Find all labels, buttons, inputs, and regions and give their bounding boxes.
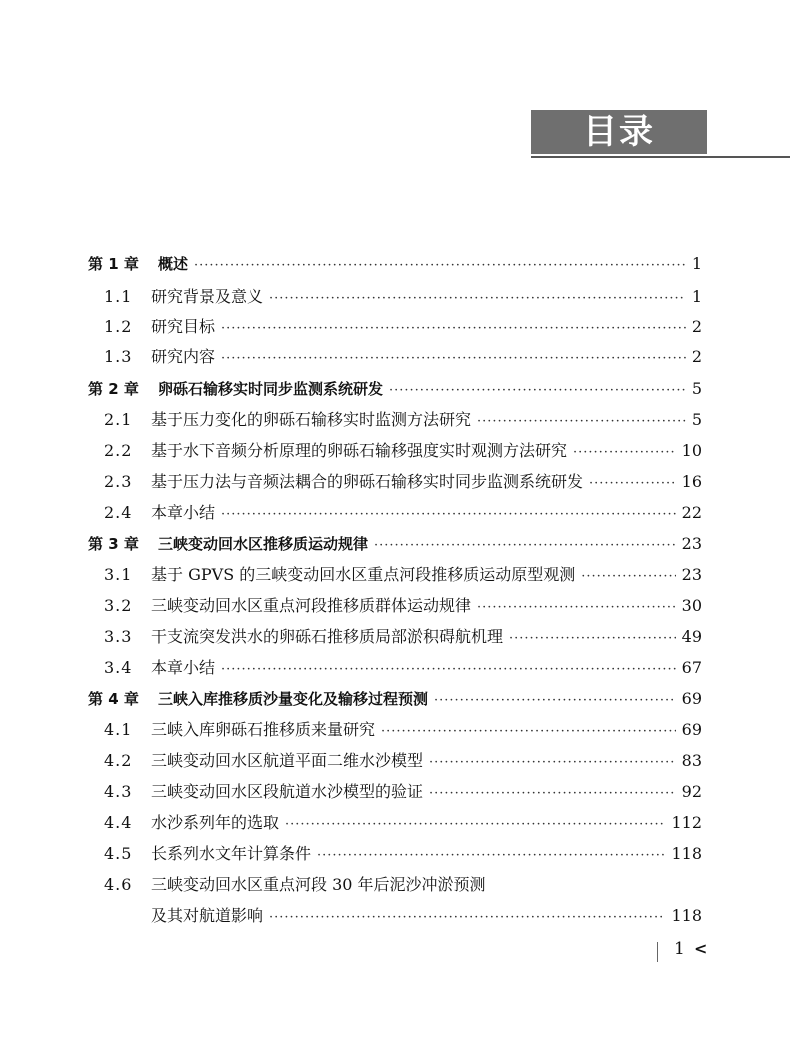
toc-leader-dots	[285, 813, 665, 837]
toc-label: 水沙系列年的选取	[151, 813, 280, 832]
toc-label: 概述	[158, 255, 189, 273]
toc-row	[151, 904, 702, 928]
toc-label: 三峡变动回水区航道平面二维水沙模型	[151, 751, 424, 770]
toc-number: 4.6	[104, 875, 133, 894]
toc-page-number: 30	[681, 596, 702, 615]
toc-number: 3.3	[104, 627, 133, 646]
toc-number: 2.1	[104, 410, 133, 429]
toc-page-number: 10	[681, 441, 702, 460]
footer-arrow-icon: <	[694, 939, 708, 958]
toc-page-number: 2	[691, 317, 702, 336]
toc-label: 三峡入库推移质沙量变化及输移过程预测	[158, 690, 429, 708]
toc-number: 1.3	[104, 347, 133, 366]
toc-row	[104, 625, 702, 649]
toc-label: 三峡变动回水区重点河段 30 年后泥沙冲淤预测	[151, 875, 486, 894]
toc-page-number: 5	[691, 410, 702, 429]
toc-page-number: 5	[691, 379, 702, 398]
toc-number: 4.5	[104, 844, 133, 863]
toc-label: 基于水下音频分析原理的卵砾石输移强度实时观测方法研究	[151, 441, 568, 460]
toc-label: 基于压力法与音频法耦合的卵砾石输移实时同步监测系统研发	[151, 472, 584, 491]
toc-row	[88, 252, 702, 276]
toc-row	[88, 687, 702, 711]
toc-row	[104, 315, 702, 339]
toc-number: 2.3	[104, 472, 133, 491]
toc-page-number: 16	[681, 472, 702, 491]
toc-leader-dots	[581, 565, 675, 589]
toc-leader-dots	[573, 441, 676, 465]
toc-leader-dots	[221, 347, 686, 371]
toc-label: 研究内容	[151, 347, 216, 366]
toc-number: 第 1 章	[88, 255, 139, 273]
toc-leader-dots	[429, 751, 676, 775]
title-rule	[531, 156, 790, 158]
toc-label: 研究背景及意义	[151, 287, 264, 306]
toc-row	[104, 780, 702, 804]
toc-row	[104, 285, 702, 309]
toc-row	[104, 718, 702, 742]
toc-number: 1.2	[104, 317, 133, 336]
toc-label: 基于压力变化的卵砾石输移实时监测方法研究	[151, 410, 472, 429]
toc-number: 4.4	[104, 813, 133, 832]
toc-leader-dots	[194, 254, 686, 278]
toc-label: 长系列水文年计算条件	[151, 844, 312, 863]
toc-leader-dots	[477, 596, 676, 620]
toc-number: 4.3	[104, 782, 133, 801]
toc-row	[104, 408, 702, 432]
toc-page-number: 23	[681, 565, 702, 584]
page-title-box: 目录	[531, 110, 707, 154]
toc-leader-dots	[317, 844, 665, 868]
toc-page-number: 67	[681, 658, 702, 677]
toc-label: 干支流突发洪水的卵砾石推移质局部淤积碍航机理	[151, 627, 504, 646]
toc-row	[104, 594, 702, 618]
toc-label: 卵砾石输移实时同步监测系统研发	[158, 380, 384, 398]
toc-page-number: 92	[681, 782, 702, 801]
toc-row	[104, 656, 702, 680]
footer-page-number: 1	[674, 939, 685, 959]
toc-row	[88, 532, 702, 556]
toc-number: 2.4	[104, 503, 133, 522]
toc-number: 3.1	[104, 565, 133, 584]
toc-leader-dots	[509, 627, 676, 651]
toc-row	[104, 873, 702, 897]
toc-row	[104, 842, 702, 866]
toc-label: 三峡变动回水区段航道水沙模型的验证	[151, 782, 424, 801]
toc-page-number: 118	[671, 844, 702, 863]
toc-page-number: 23	[681, 534, 702, 553]
toc-page-number: 83	[681, 751, 702, 770]
toc-leader-dots	[434, 689, 676, 713]
toc-page-number: 49	[681, 627, 702, 646]
toc-page-number: 69	[681, 689, 702, 708]
toc-row	[104, 439, 702, 463]
toc-page-number: 1	[691, 287, 702, 306]
toc-number: 1.1	[104, 287, 133, 306]
toc-row	[104, 470, 702, 494]
toc-leader-dots	[221, 503, 676, 527]
toc-leader-dots	[429, 782, 676, 806]
toc-label: 三峡变动回水区重点河段推移质群体运动规律	[151, 596, 472, 615]
toc-label: 及其对航道影响	[151, 906, 264, 925]
toc-leader-dots	[589, 472, 676, 496]
toc-label: 基于 GPVS 的三峡变动回水区重点河段推移质运动原型观测	[151, 565, 576, 584]
toc-row	[88, 377, 702, 401]
toc-label: 本章小结	[151, 658, 216, 677]
toc-number: 第 4 章	[88, 690, 139, 708]
toc-row	[104, 501, 702, 525]
toc-page-number: 1	[691, 254, 702, 273]
toc-page-number: 22	[681, 503, 702, 522]
toc-leader-dots	[381, 720, 676, 744]
toc-row	[104, 345, 702, 369]
toc-row	[104, 811, 702, 835]
toc-page-number: 118	[671, 906, 702, 925]
toc-leader-dots	[269, 287, 686, 311]
toc-leader-dots	[269, 906, 665, 930]
toc-page-number: 2	[691, 347, 702, 366]
toc-label: 三峡入库卵砾石推移质来量研究	[151, 720, 376, 739]
toc-leader-dots	[389, 379, 686, 403]
toc-page-number: 112	[671, 813, 702, 832]
toc-number: 第 2 章	[88, 380, 139, 398]
toc-label: 三峡变动回水区推移质运动规律	[158, 535, 369, 553]
toc-leader-dots	[221, 658, 676, 682]
toc-number: 4.2	[104, 751, 133, 770]
toc-label: 研究目标	[151, 317, 216, 336]
toc-row	[104, 563, 702, 587]
toc-leader-dots	[477, 410, 686, 434]
toc-leader-dots	[374, 534, 676, 558]
toc-label: 本章小结	[151, 503, 216, 522]
toc-page-number: 69	[681, 720, 702, 739]
footer-divider	[657, 942, 658, 962]
toc-leader-dots	[221, 317, 686, 341]
toc-number: 第 3 章	[88, 535, 139, 553]
toc-number: 4.1	[104, 720, 133, 739]
toc-number: 3.4	[104, 658, 133, 677]
toc-row	[104, 749, 702, 773]
toc-number: 2.2	[104, 441, 133, 460]
toc-number: 3.2	[104, 596, 133, 615]
